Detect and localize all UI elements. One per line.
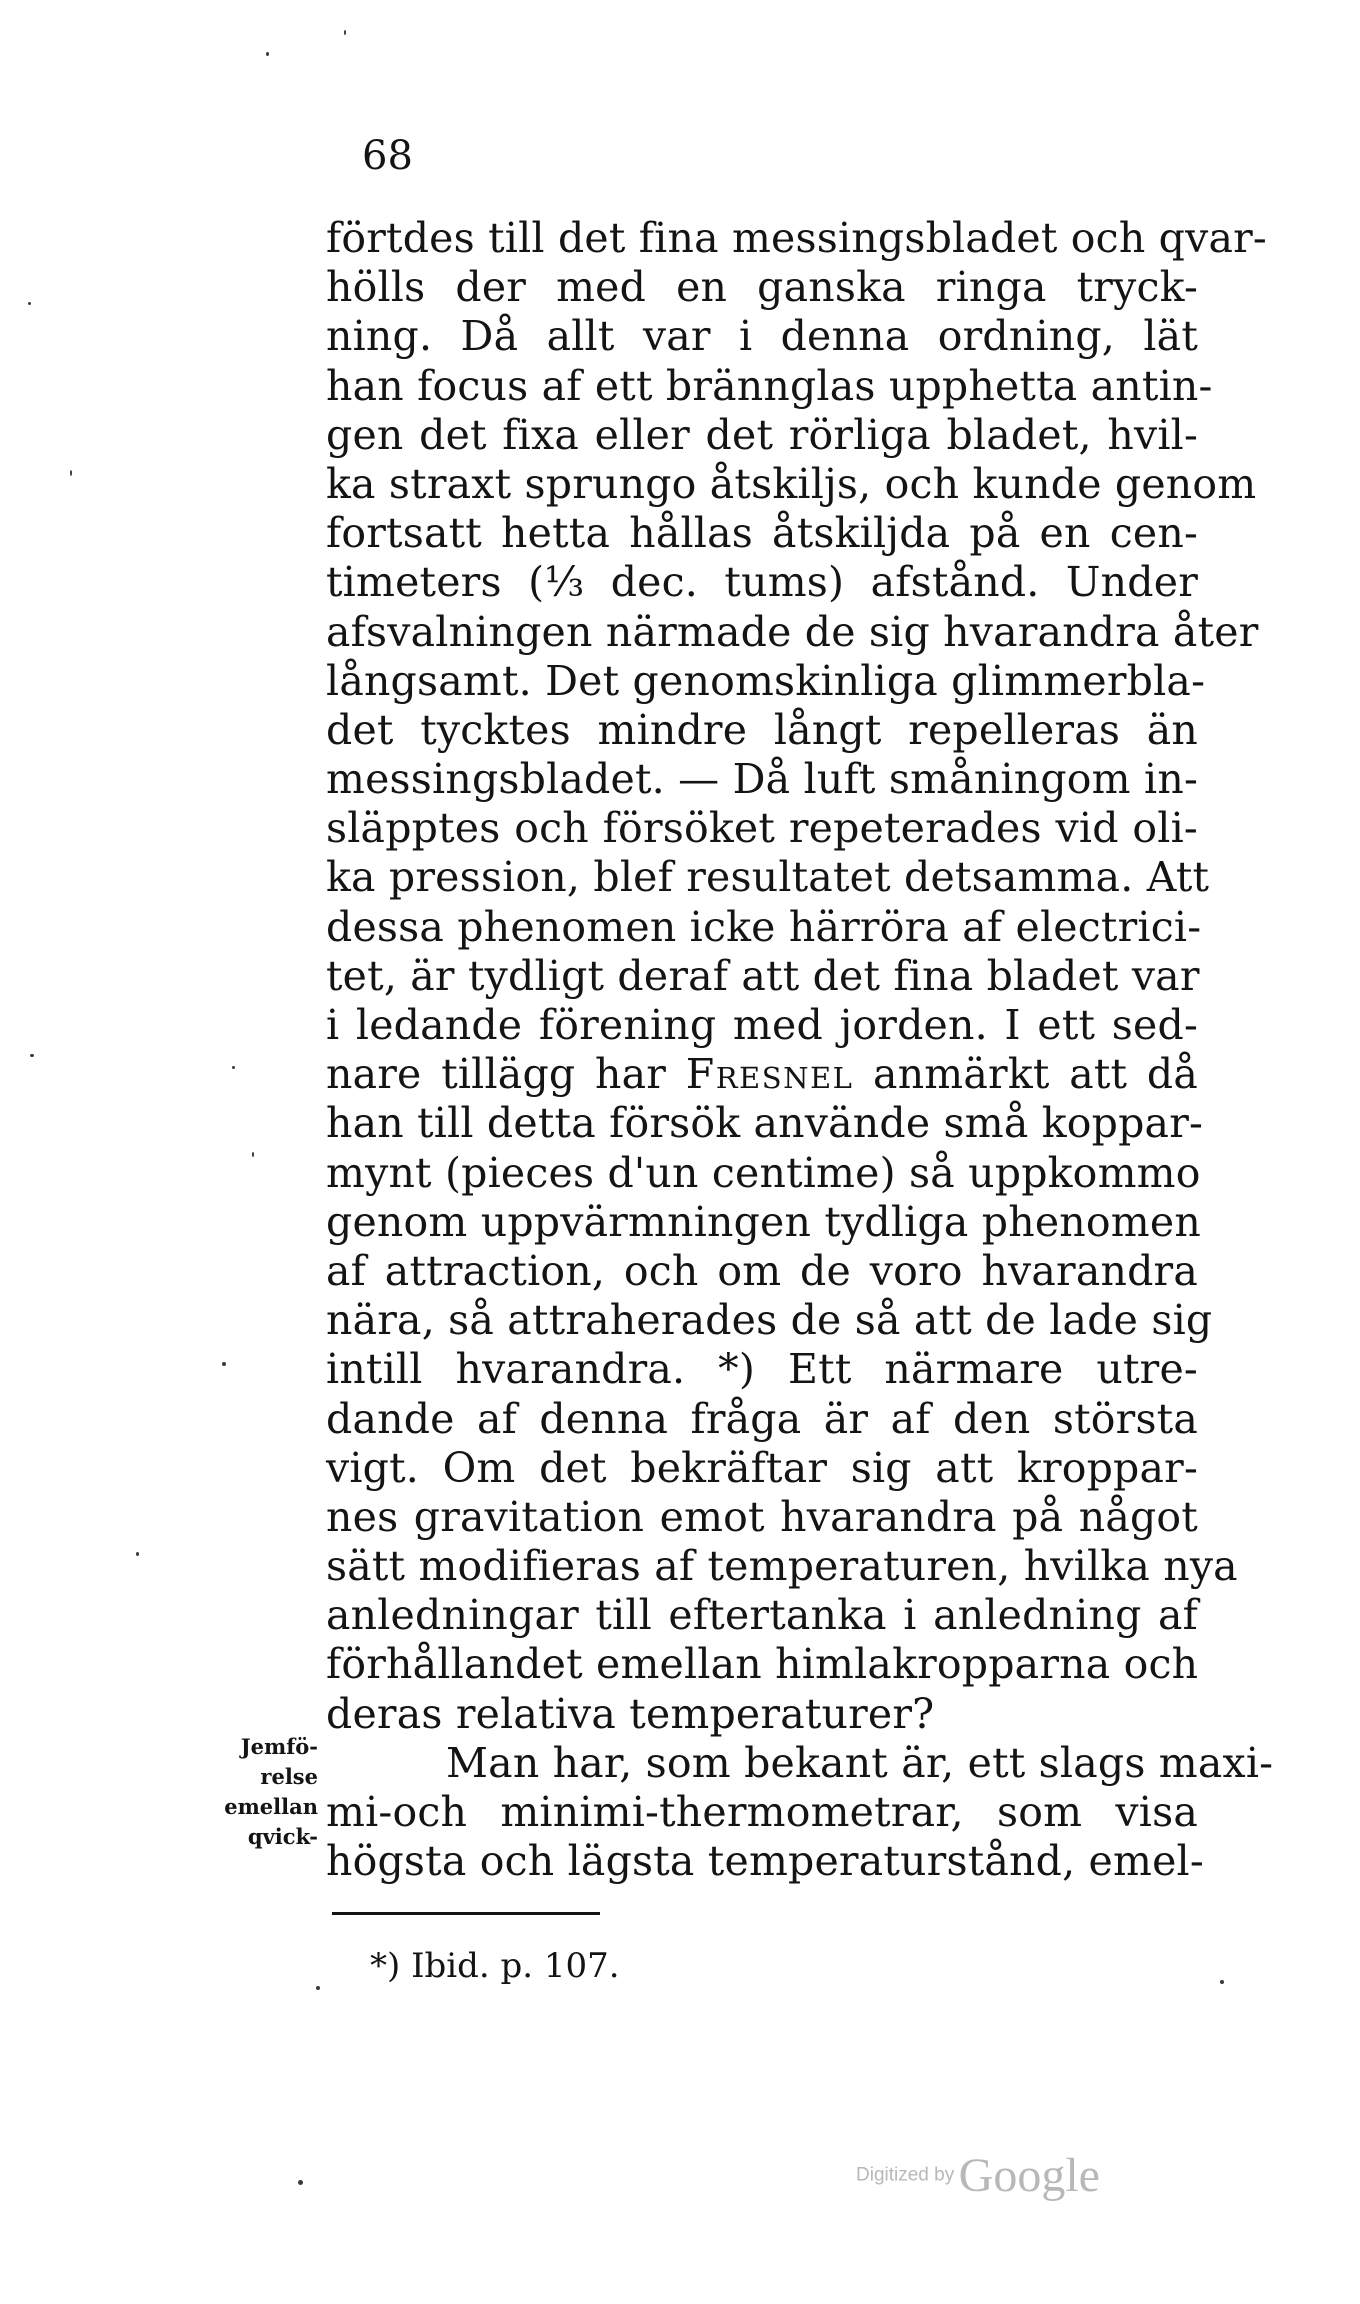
dust-speck — [266, 52, 269, 56]
text-line-fresnel — [326, 1050, 1198, 1099]
text-line: dande af denna fråga är af den största — [326, 1394, 1198, 1443]
text-line: han till detta försök använde små koppar- — [326, 1099, 1204, 1148]
marginal-note-line: qvick- — [247, 1824, 318, 1849]
marginal-note-line: Jemfö- — [240, 1734, 318, 1759]
text-line: dessa phenomen icke härröra af electrici- — [326, 902, 1202, 951]
footnote-rule — [332, 1912, 600, 1915]
google-logo: Google — [958, 2149, 1100, 2202]
author-name-fresnel: Fresnel — [685, 1050, 854, 1099]
text-line: fortsatt hetta hållas åtskiljda på en cen- — [326, 509, 1198, 558]
dust-speck — [30, 1054, 34, 1057]
text-line: långsamt. Det genomskinliga glimmerbla- — [326, 656, 1206, 705]
text-line: ka pression, blef resultatet detsamma. Att — [326, 853, 1210, 902]
text-line: gen det fixa eller det rörliga bladet, hvil- — [326, 410, 1198, 459]
body-text — [326, 214, 1274, 1886]
dust-speck — [252, 1152, 254, 1157]
marginal-note-line: relse — [260, 1764, 318, 1789]
text-run: nare tillägg har — [326, 1050, 686, 1099]
text-line: ning. Då allt var i denna ordning, lät — [326, 312, 1198, 361]
text-line: vigt. Om det bekräftar sig att kroppar- — [326, 1443, 1198, 1492]
text-line: släpptes och försöket repeterades vid oli- — [326, 804, 1198, 853]
text-line: afsvalningen närmade de sig hvarandra åter — [326, 607, 1259, 656]
paragraph-first-line: Man har, som bekant är, ett slags maxi- — [446, 1738, 1274, 1787]
dust-speck — [344, 30, 346, 35]
text-line: deras relativa temperaturer? — [326, 1689, 935, 1738]
footnote: *) Ibid. p. 107. — [370, 1946, 620, 1986]
dust-speck — [298, 2180, 303, 2185]
text-run: anmärkt att då — [853, 1050, 1198, 1099]
text-line: ka straxt sprungo åtskiljs, och kunde genom — [326, 459, 1257, 508]
dust-speck — [222, 1362, 226, 1366]
text-line: förhållandet emellan himlakropparna och — [326, 1640, 1199, 1689]
watermark-prefix: Digitized by — [856, 2164, 955, 2186]
text-line: timeters (⅓ dec. tums) afstånd. Under — [326, 558, 1198, 607]
text-line: anledningar till eftertanka i anledning af — [326, 1591, 1198, 1640]
text-line: nes gravitation emot hvarandra på något — [326, 1492, 1198, 1541]
dust-speck — [1220, 1980, 1224, 1984]
text-line: mi-och minimi-thermometrar, som visa — [326, 1788, 1198, 1836]
text-line: sätt modifieras af temperaturen, hvilka nya — [326, 1542, 1238, 1591]
text-line: i ledande förening med jorden. I ett sed- — [326, 1001, 1198, 1049]
marginal-note-line: emellan — [224, 1794, 318, 1819]
digitized-watermark — [856, 2148, 1100, 2203]
dust-speck — [232, 1066, 235, 1069]
page-number: 68 — [362, 133, 413, 179]
dust-speck — [70, 470, 72, 476]
text-line: förtdes till det fina messingsbladet och qvar- — [326, 214, 1267, 262]
marginal-note — [200, 1732, 318, 1852]
dust-speck — [136, 1552, 139, 1556]
text-line: genom uppvärmningen tydliga phenomen — [326, 1197, 1201, 1246]
text-line: högsta och lägsta temperaturstånd, emel- — [326, 1837, 1204, 1886]
text-line: nära, så attraherades de så att de lade sig — [326, 1296, 1213, 1345]
dust-speck — [316, 1986, 320, 1990]
text-line: hölls der med en ganska ringa tryck- — [326, 263, 1198, 312]
text-line: mynt (pieces d'un centime) så uppkommo — [326, 1148, 1201, 1197]
text-line: han focus af ett brännglas upphetta antin- — [326, 361, 1213, 410]
text-line: af attraction, och om de voro hvarandra — [326, 1246, 1198, 1295]
text-line: tet, är tydligt deraf att det fina bladet var — [326, 951, 1200, 1000]
text-line: messingsbladet. — Då luft småningom in- — [326, 755, 1198, 804]
text-line: intill hvarandra. *) Ett närmare utre- — [326, 1345, 1198, 1394]
text-line: det tycktes mindre långt repelleras än — [326, 705, 1198, 754]
dust-speck — [28, 302, 31, 305]
